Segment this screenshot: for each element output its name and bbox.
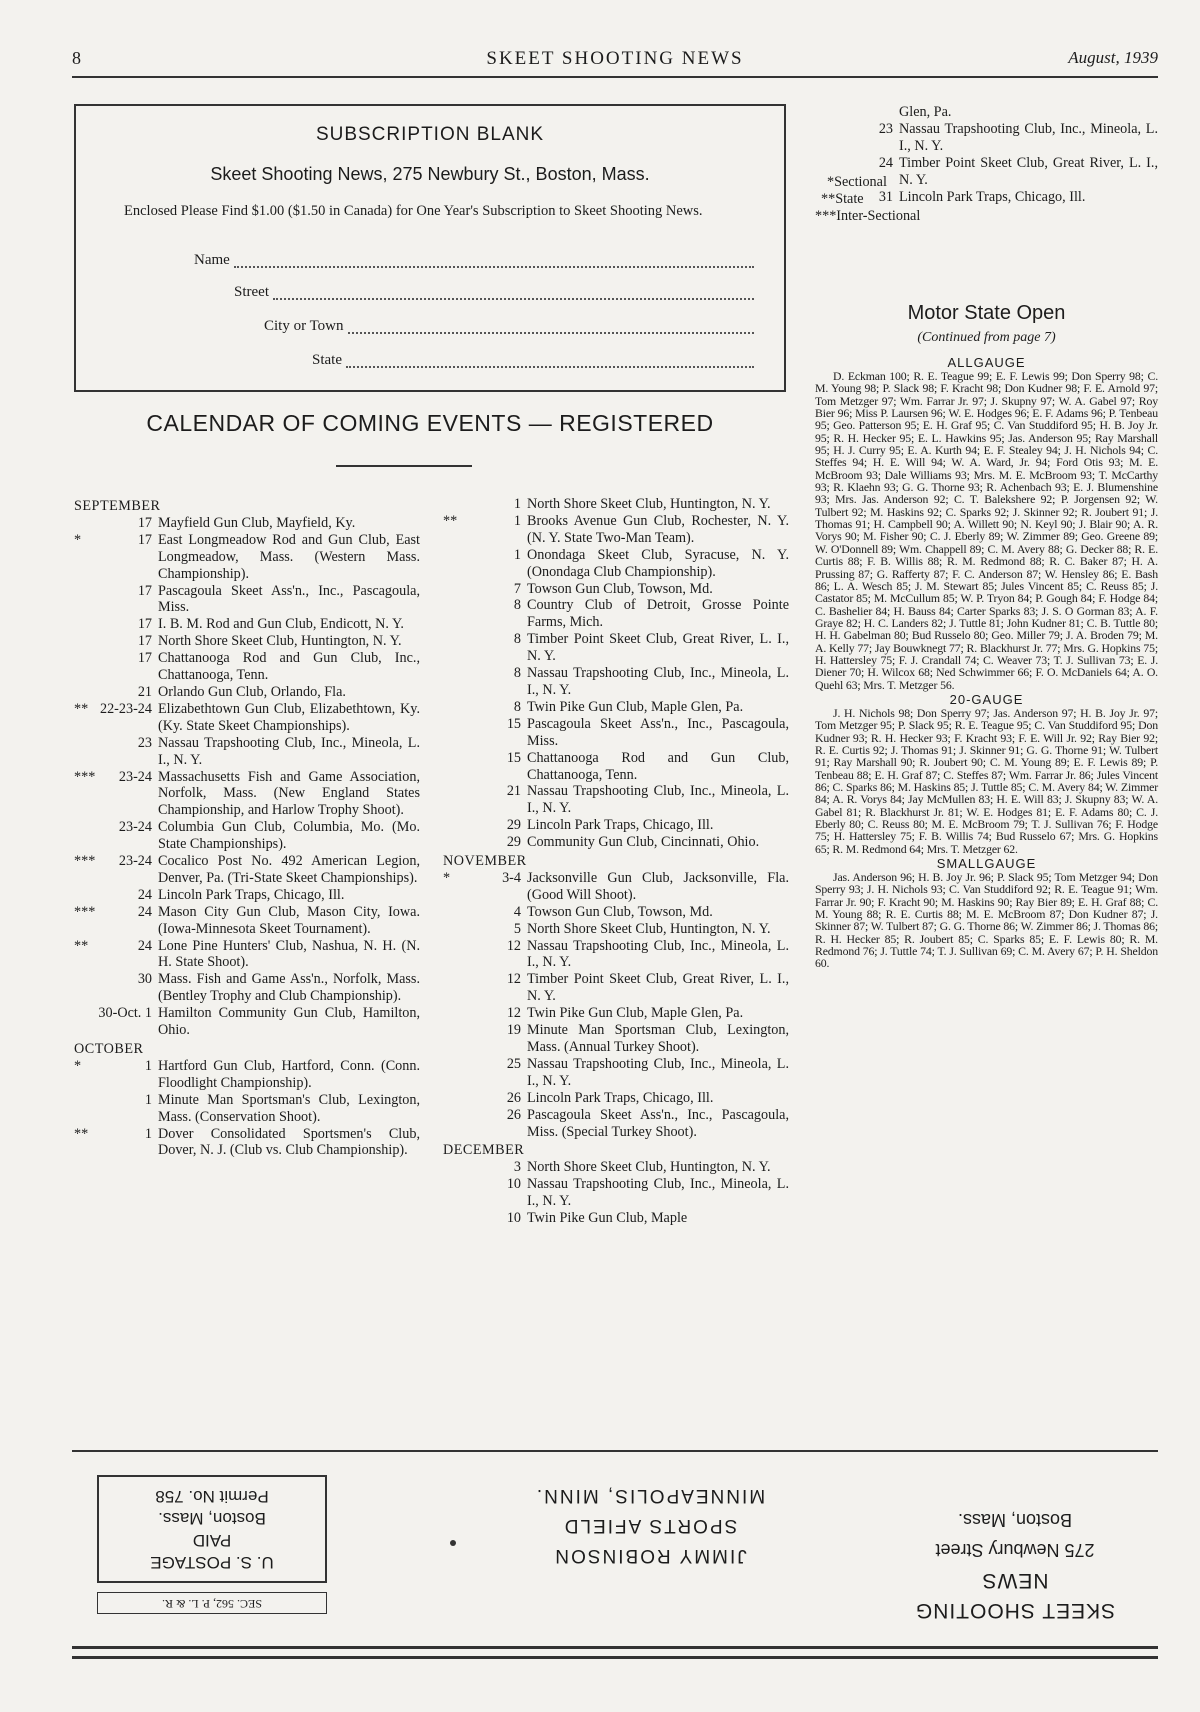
event-item: [74, 735, 420, 769]
event-date: 30-Oct. 1: [98, 1005, 152, 1022]
event-item: [443, 921, 789, 938]
event-date: 25: [506, 1055, 521, 1072]
month-heading: OCTOBER: [74, 1041, 144, 1057]
20-gauge-results: J. H. Nichols 98; Don Sperry 97; Jas. Anderson 97; H. B. Joy Jr. 97; Tom Metzger 95; P. Slack 95; R. E. Teague 95; C. Van Studdiford 95; Don Kudner 93; R. H. Hecker 93; F. Kracht 93; F. E. Will Jr. 92; Ray Bier 92; R. E. Curtis 92; J. Thomas 91; J. Skinner 91; G. G. Thorne 91; W. Tulbert 91; Ray Marshall 90; R. Joubert 90; C. M. Young 89; E. F. Lewis 89; P. Tenbeau 88; E. H. Graf 87; C. Steffes 87; Wm. Farrar Jr. 86; Jules Vincent 86; C. Sparks 86; M. Haskins 85; J. Tuttle 85; C. M. Avery 84; W. Zimmer 84; A. R. Vorys 84; Jay McMullen 83; H. E. Will 83; J. Skupny 83; W. A. Gabel 81; R. Blackhurst Jr. 81; W. E. Hodges 81; E. F. Adams 80; C. J. Eberly 80; C. Reuss 80; M. E. McBroom 79; T. J. Sullivan 76; F. Hodge 75; H. Hattersley 75; F. B. Willis 74; Bud Russelo 67; Mrs. G. Hopkins 65; R. M. Redmond 64; Mrs. T. Metzger 62.: [815, 705, 1158, 856]
event-marker: *: [74, 1057, 82, 1074]
event-item: [443, 631, 789, 665]
event-item: [74, 583, 420, 617]
event-item: [443, 1090, 789, 1107]
event-item: [74, 887, 420, 904]
ink-dot: [450, 1540, 456, 1546]
event-text: Glen, Pa.: [899, 104, 952, 120]
event-text: Mayfield Gun Club, Mayfield, Ky.: [158, 514, 356, 531]
city-field[interactable]: City or Town: [264, 318, 754, 340]
event-date: 1: [513, 496, 521, 512]
event-text: North Shore Skeet Club, Huntington, N. Y.: [158, 633, 402, 650]
event-date: 19: [506, 1022, 521, 1039]
event-date: 22-23-24: [99, 700, 152, 717]
event-date: 17: [137, 531, 152, 548]
event-item: [443, 581, 789, 598]
legend-inter-sectional: ***Inter-Sectional: [815, 208, 921, 224]
event-date: 23: [878, 120, 893, 137]
allgauge-results: D. Eckman 100; R. E. Teague 99; E. F. Lewis 99; Don Sperry 98; C. M. Young 98; P. Slack 98; F. Kracht 98; Don Kudner 98; F. E. Arnold 97; Tom Metzger 97; Wm. Farrar Jr. 97; J. Skupny 97; W. A. Gabel 97; Roy Bier 96; Miss P. Laursen 96; W. E. Hodges 96; E. F. Adams 96; P. Tenbeau 95; Geo. Patterson 95; E. H. Graf 95; C. Van Studdiford 95; H. B. Joy Jr. 95; R. H. Hecker 95; E. L. Hawkins 95; Jas. Anderson 95; Ray Marshall 95; H. J. Curry 95; E. A. Kurth 94; E. F. Stealey 94; J. H. Nichols 94; C. Steffes 94; H. E. Will 94; W. A. Ward, Jr. 94; Ford Otis 93; M. E. McBroom 93; Dale Williams 93; Mrs. M. E. McBroom 93; T. McCarthy 93; R. Klaehn 93; G. G. Thorne 93; R. Achenbach 93; E. J. Blumenshine 93; Mrs. Jas. Anderson 92; C. T. Balekshere 92; P. Jorgensen 92; W. Tulbert 92; M. Haskins 92; C. Sparks 92; J. Skinner 92; R. Joubert 91; J. Thomas 91; H. Campbell 90; A. Willett 90; N. Keyl 90; J. Blair 90; A. R. Vorys 90; M. Fisher 90; C. J. Eberly 89; W. Zimmer 89; Geo. Greene 89; W. O'Donnell 89; Wm. Chappell 89; C. M. Avery 88; G. Decker 88; R. E. Curtis 88; F. B. Willis 88; R. M. Redmond 88; R. C. Baker 87; H. A. Prussing 87; G. Rafferty 87; F. C. Anderson 87; W. Hensley 86; E. Bash 86; L. A. Wesch 85; J. M. Stewart 85; Jules Vincent 85; C. Reuss 85; J. Castator 85; M. McCullum 85; W. P. Tryon 84; P. Gough 84; F. Hodge 84; C. Bashelier 84; H. Bauss 84; Carter Sparks 83; J. S. O Gorman 83; A. F. Graye 82; H. C. Landers 82; J. Tuttle 81; John Kudner 81; C. B. Tuttle 80; H. H. Gabelman 80; Bud Russelo 80; Geo. Miller 79; J. A. Broden 79; M. A. Kelly 77; Jay Bouwknegt 77; R. Blackhurst Jr. 77; Mrs. G. Hopkins 75; H. Hattersley 75; F. J. Crandall 74; C. Weaver 73; T. J. Sullivan 73; E. J. Diener 70; H. Wilcox 68; Ned Schwimmer 66; F. O. McDaniels 64; A. O. Quehl 63; Mrs. T. Metzger 56.: [815, 369, 1158, 692]
event-date: 1: [144, 1091, 152, 1108]
subscription-blank: [74, 104, 786, 392]
event-date: 23: [137, 734, 152, 751]
event-text: Lone Pine Hunters' Club, Nashua, N. H. (N. H. State Shoot).: [158, 937, 420, 971]
postal-section: SEC. 562, P. L. & R.: [97, 1592, 327, 1614]
event-text: Columbia Gun Club, Columbia, Mo. (Mo. State Championships).: [158, 819, 420, 853]
event-date: 1: [513, 546, 521, 563]
event-item: [74, 616, 420, 633]
event-date: 8: [513, 597, 521, 614]
month-heading: NOVEMBER: [443, 853, 527, 870]
event-date: 24: [137, 937, 152, 954]
state-field[interactable]: State: [312, 352, 754, 374]
event-date: 12: [506, 937, 521, 954]
event-text: East Longmeadow Rod and Gun Club, East Longmeadow, Mass. (Western Mass. Championship).: [158, 531, 420, 582]
event-text: Nassau Trapshooting Club, Inc., Mineola, L. I., N. Y.: [899, 120, 1158, 154]
smallgauge-heading: SMALLGAUGE: [936, 856, 1037, 872]
event-item: [74, 701, 420, 735]
event-item: [815, 104, 1158, 121]
event-item: [74, 819, 420, 853]
event-date: 30: [137, 971, 152, 988]
event-text: Community Gun Club, Cincinnati, Ohio.: [527, 834, 760, 851]
event-text: Hamilton Community Gun Club, Hamilton, Ohio.: [158, 1005, 420, 1039]
event-date: 23-24: [118, 768, 152, 785]
event-text: Nassau Trapshooting Club, Inc., Mineola, L. I., N. Y.: [527, 665, 789, 698]
event-text: Pascagoula Skeet Ass'n., Inc., Pascagoula, Miss.: [158, 582, 420, 616]
event-item: [443, 699, 789, 716]
event-text: Lincoln Park Traps, Chicago, Ill.: [899, 188, 1086, 205]
event-item: [443, 1005, 789, 1022]
event-date: 10: [506, 1176, 521, 1193]
event-text: Lincoln Park Traps, Chicago, Ill.: [527, 1089, 714, 1106]
calendar-title: CALENDAR OF COMING EVENTS — REGISTERED: [146, 410, 714, 436]
event-text: North Shore Skeet Club, Huntington, N. Y.: [527, 920, 771, 937]
motor-state-title: Motor State Open: [907, 302, 1066, 324]
event-date: 26: [506, 1106, 521, 1123]
event-date: 23-24: [118, 853, 152, 870]
event-date: 5: [513, 920, 521, 937]
event-item: [443, 938, 789, 972]
event-text: Nassau Trapshooting Club, Inc., Mineola, L. I., N. Y.: [158, 734, 420, 768]
page-header: [72, 44, 1158, 80]
event-item: [443, 783, 789, 817]
event-item: [74, 1005, 420, 1039]
event-date: 10: [506, 1210, 521, 1227]
event-text: I. B. M. Rod and Gun Club, Endicott, N. Y.: [158, 616, 404, 633]
event-date: 21: [506, 783, 521, 800]
event-text: Timber Point Skeet Club, Great River, L. I., N. Y.: [527, 971, 789, 1005]
event-marker: ***: [74, 853, 96, 870]
header-rule: [72, 76, 1158, 78]
event-text: Chattanooga Rod and Gun Club, Inc., Chattanooga, Tenn.: [158, 650, 420, 684]
calendar-column-2: [443, 496, 789, 1227]
event-item: [443, 1022, 789, 1056]
event-item: [74, 684, 420, 701]
event-date: 21: [137, 683, 152, 700]
event-text: Nassau Trapshooting Club, Inc., Mineola, L. I., N. Y.: [527, 783, 789, 817]
issue-date: August, 1939: [1068, 48, 1158, 67]
event-date: 3-4: [502, 869, 521, 886]
event-text: Hartford Gun Club, Hartford, Conn. (Conn. Floodlight Championship).: [158, 1057, 420, 1091]
event-text: Chattanooga Rod and Gun Club, Chattanooga, Tenn.: [527, 749, 789, 783]
legend-state: **State: [821, 191, 864, 207]
event-text: Onondaga Skeet Club, Syracuse, N. Y. (Onondaga Club Championship).: [527, 546, 789, 580]
event-text: Nassau Trapshooting Club, Inc., Mineola, L. I., N. Y.: [527, 937, 789, 971]
event-date: 17: [137, 633, 152, 650]
event-text: Orlando Gun Club, Orlando, Fla.: [158, 683, 346, 700]
event-item: [74, 1126, 420, 1160]
event-text: Nassau Trapshooting Club, Inc., Mineola, L. I., N. Y.: [527, 1176, 789, 1210]
event-text: Nassau Trapshooting Club, Inc., Mineola, L. I., N. Y.: [527, 1055, 789, 1089]
event-date: 12: [506, 1005, 521, 1022]
event-item: [443, 971, 789, 1005]
mailer-top-rule: [72, 1450, 1158, 1452]
event-marker: **: [443, 512, 458, 529]
event-date: 4: [513, 903, 521, 920]
event-date: 8: [513, 698, 521, 715]
postage-permit: U. S. POSTAGE PAID Boston, Mass. Permit No. 758: [97, 1475, 327, 1583]
event-text: Lincoln Park Traps, Chicago, Ill.: [158, 886, 345, 903]
event-marker: *: [74, 531, 82, 548]
event-date: 17: [137, 514, 152, 531]
month-heading: DECEMBER: [443, 1142, 525, 1159]
page-number: 8: [72, 48, 81, 68]
event-date: 17: [137, 582, 152, 599]
event-text: Lincoln Park Traps, Chicago, Ill.: [527, 817, 714, 834]
event-date: 17: [137, 616, 152, 633]
month-heading: SEPTEMBER: [74, 498, 161, 514]
event-text: Jacksonville Gun Club, Jacksonville, Fla. (Good Will Shoot).: [527, 869, 789, 903]
marker-legend: [815, 174, 1158, 225]
event-date: 17: [137, 650, 152, 667]
event-date: 8: [513, 631, 521, 648]
footer-rule-2: [72, 1656, 1158, 1659]
event-text: Brooks Avenue Gun Club, Rochester, N. Y. (N. Y. State Two-Man Team).: [527, 512, 789, 546]
event-item: [443, 597, 789, 631]
event-item: [443, 496, 789, 513]
event-text: Minute Man Sportsman's Club, Lexington, Mass. (Conservation Shoot).: [158, 1091, 420, 1125]
subscription-address: Skeet Shooting News, 275 Newbury St., Boston, Mass.: [210, 164, 650, 184]
event-marker: **: [74, 1125, 89, 1142]
smallgauge-results: Jas. Anderson 96; H. B. Joy Jr. 96; P. Slack 95; Tom Metzger 94; Don Sperry 93; J. H. Nichols 93; C. Van Studdiford 92; R. E. Teague 91; Wm. Farrar Jr. 90; F. Kracht 90; M. Haskins 90; Ray Bier 89; E. H. Graf 88; C. M. Young 88; R. E. Curtis 88; M. E. McBroom 87; Don Kudner 87; J. Skinner 87; W. Tulbert 87; G. G. Thorne 86; W. Zimmer 86; J. Thomas 86; R. H. Hecker 85; R. Joubert 85; C. Sparks 85; E. F. Lewis 80; R. M. Redmond 76; J. Tuttle 74; T. J. Sullivan 69; C. M. Avery 67; P. H. Sheldon 60.: [815, 870, 1158, 971]
event-marker: ***: [74, 768, 96, 785]
event-text: Pascagoula Skeet Ass'n., Inc., Pascagoula, Miss.: [527, 715, 789, 749]
event-text: Twin Pike Gun Club, Maple: [527, 1210, 688, 1227]
name-field[interactable]: Name: [194, 252, 754, 274]
event-date: 15: [506, 715, 521, 732]
event-text: Country Club of Detroit, Grosse Pointe Farms, Mich.: [527, 597, 789, 631]
event-text: Mass. Fish and Game Ass'n., Norfolk, Mass. (Bentley Trophy and Club Championship).: [158, 971, 420, 1005]
subscription-text: Enclosed Please Find $1.00 ($1.50 in Canada) for One Year's Subscription to Skeet Shooting News.: [124, 203, 703, 219]
event-date: 23-24: [118, 819, 152, 836]
event-item: [74, 1058, 420, 1092]
event-item: [443, 817, 789, 834]
event-item: [443, 1107, 789, 1141]
event-text: Massachusetts Fish and Game Association, Norfolk, Mass. (New England States Championship, and Harlow Trophy Shoot).: [158, 768, 420, 819]
event-item: [443, 1176, 789, 1210]
event-item: [74, 633, 420, 650]
event-date: 24: [878, 154, 893, 171]
event-item: [443, 834, 789, 851]
event-item: [443, 1159, 789, 1176]
event-marker: **: [74, 937, 89, 954]
event-date: 1: [144, 1125, 152, 1142]
event-item: [443, 716, 789, 750]
event-item: [815, 121, 1158, 155]
event-text: Pascagoula Skeet Ass'n., Inc., Pascagoula, Miss. (Special Turkey Shoot).: [527, 1106, 789, 1140]
event-marker: *: [443, 869, 451, 886]
event-marker: ***: [74, 903, 96, 920]
event-text: Timber Point Skeet Club, Great River, L. I., N. Y.: [899, 154, 1158, 188]
calendar-rule: [336, 465, 472, 467]
event-marker: **: [74, 700, 89, 717]
event-text: North Shore Skeet Club, Huntington, N. Y.: [527, 1159, 771, 1176]
event-date: 8: [513, 665, 521, 682]
event-date: 7: [513, 580, 521, 597]
event-item: [74, 904, 420, 938]
event-item: [443, 1210, 789, 1227]
event-item: [74, 971, 420, 1005]
event-date: 3: [513, 1159, 521, 1176]
event-item: [443, 513, 789, 547]
street-field[interactable]: Street: [234, 284, 754, 306]
footer-rule-1: [72, 1646, 1158, 1649]
subscription-title: SUBSCRIPTION BLANK: [315, 124, 545, 145]
mailing-address: JIMMY ROBINSON SPORTS AFIELD MINNEAPOLIS, MINN.: [534, 1485, 766, 1566]
motor-results: [815, 354, 1158, 970]
event-item: [443, 547, 789, 581]
event-item: [74, 515, 420, 532]
event-item: [443, 750, 789, 784]
event-text: Twin Pike Gun Club, Maple Glen, Pa.: [527, 1005, 744, 1022]
return-address: SKEET SHOOTING NEWS 275 Newbury Street Boston, Mass.: [914, 1510, 1116, 1622]
allgauge-heading: ALLGAUGE: [947, 355, 1026, 370]
event-date: 26: [506, 1089, 521, 1106]
event-item: [443, 665, 789, 699]
event-text: Dover Consolidated Sportsmen's Club, Dover, N. J. (Club vs. Club Championship).: [158, 1125, 420, 1159]
event-text: North Shore Skeet Club, Huntington, N. Y.: [527, 496, 771, 512]
event-text: Towson Gun Club, Towson, Md.: [527, 580, 713, 597]
event-date: 29: [506, 834, 521, 851]
event-text: Elizabethtown Gun Club, Elizabethtown, Ky. (Ky. State Skeet Championships).: [158, 700, 420, 734]
event-text: Minute Man Sportsman Club, Lexington, Mass. (Annual Turkey Shoot).: [527, 1022, 789, 1055]
event-item: [443, 870, 789, 904]
event-text: Timber Point Skeet Club, Great River, L. I., N. Y.: [527, 631, 789, 665]
event-item: [443, 904, 789, 921]
event-text: Towson Gun Club, Towson, Md.: [527, 903, 713, 920]
event-date: 29: [506, 817, 521, 834]
event-text: Twin Pike Gun Club, Maple Glen, Pa.: [527, 698, 744, 715]
continued-note: (Continued from page 7): [917, 330, 1056, 345]
event-item: [74, 938, 420, 972]
event-date: 24: [137, 886, 152, 903]
event-date: 12: [506, 971, 521, 988]
event-date: 31: [878, 188, 893, 205]
event-item: [74, 853, 420, 887]
event-text: Mason City Gun Club, Mason City, Iowa. (Iowa-Minnesota Skeet Tournament).: [158, 903, 420, 937]
20-gauge-heading: 20-GAUGE: [949, 691, 1024, 707]
event-item: [74, 1092, 420, 1126]
event-item: [74, 650, 420, 684]
legend-sectional: *Sectional: [827, 174, 887, 190]
event-item: [74, 532, 420, 583]
event-item: [443, 1056, 789, 1090]
calendar-column-1: [74, 496, 420, 1159]
masthead: SKEET SHOOTING NEWS: [486, 48, 744, 69]
event-date: 24: [137, 903, 152, 920]
event-date: 15: [506, 749, 521, 766]
event-date: 1: [513, 512, 521, 529]
event-date: 1: [144, 1057, 152, 1074]
event-text: Cocalico Post No. 492 American Legion, Denver, Pa. (Tri-State Skeet Championships).: [158, 853, 420, 886]
event-item: [74, 769, 420, 820]
